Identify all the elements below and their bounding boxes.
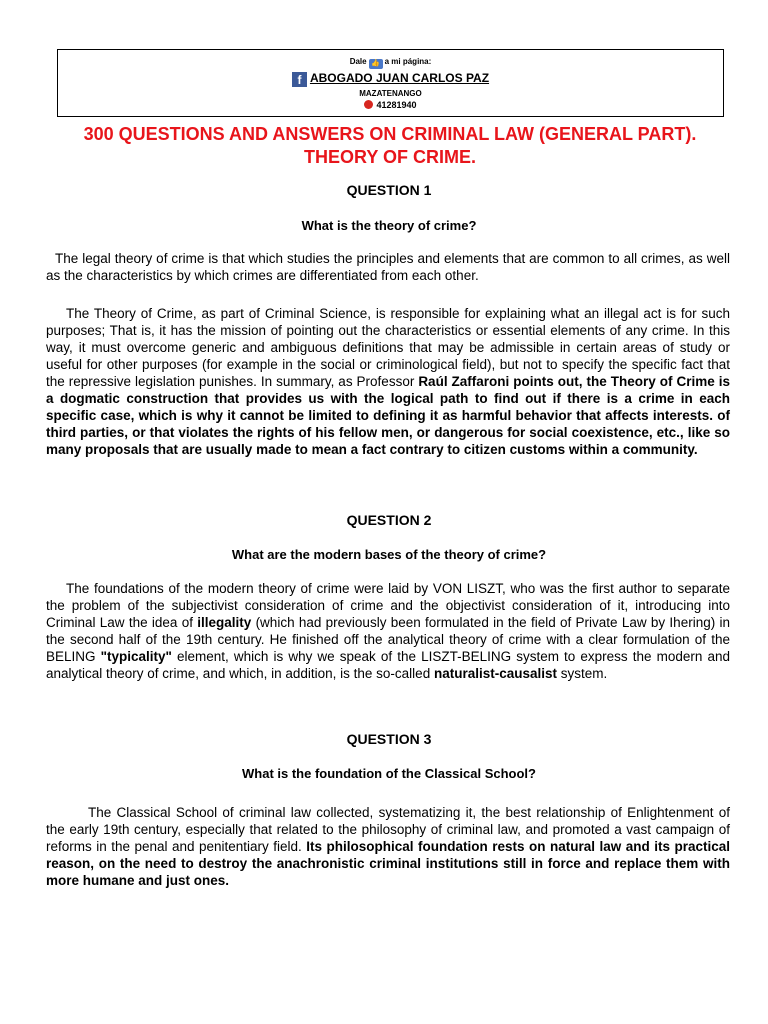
q2-text-c: (which had previously been formulated in the field of Private Law by Ihering) in the second half of the 19th century. He finished off the analytical theory of crime with a clear formulation of the BELING <box>46 615 730 664</box>
question-2-label: QUESTION 2 <box>346 512 432 528</box>
question-3-paragraph-1 <box>46 804 730 889</box>
document-title: 300 QUESTIONS AND ANSWERS ON CRIMINAL LAW (GENERAL PART). THEORY OF CRIME. <box>83 124 697 167</box>
question-3-label: QUESTION 3 <box>346 731 432 747</box>
phone-icon <box>364 100 373 109</box>
question-1-paragraph-2 <box>46 305 730 458</box>
header-banner <box>57 49 724 117</box>
q2-bold-illegality: illegality <box>197 615 252 630</box>
q3-text-a: The Classical School of criminal law collected, systematizing it, the best relationship of Enlightenment of the early 19th century, especially that related to the philosophy of criminal law, and promoted a vast campaign of reforms in the penal and penitentiary field. <box>46 805 730 854</box>
author-name[interactable]: ABOGADO JUAN CARLOS PAZ <box>309 71 490 85</box>
like-suffix: a mi página: <box>384 57 432 66</box>
question-2-text: What are the modern bases of the theory of crime? <box>231 547 547 562</box>
city: MAZATENANGO <box>359 89 422 98</box>
q3-bold: Its philosophical foundation rests on natural law and its practical reason, on the need to destroy the anachronistic criminal institutions still in force and replace them with more humane and just ones. <box>46 839 730 888</box>
q2-text-a: The foundations of the modern theory of crime were laid by VON LISZT, who was the first author to separate the problem of the subjectivist consideration of crime and the objectivist consideration of it, introducing into Criminal Law the idea of <box>46 581 730 630</box>
phone-line <box>58 99 723 111</box>
thumbs-up-icon: 👍 <box>369 59 383 69</box>
facebook-icon: f <box>292 72 307 87</box>
q2-text-g: system. <box>557 666 608 681</box>
phone-number: 41281940 <box>376 100 417 110</box>
q2-text-e: element, which is why we speak of the LISZT-BELING system to express the modern and analytical theory of crime, and which, in addition, is the so-called <box>46 649 730 681</box>
like-line <box>58 56 723 69</box>
q2-bold-naturalist: naturalist-causalist <box>433 666 557 681</box>
q2-bold-typicality: "typicality" <box>100 649 172 664</box>
q1-p2-bold: Raúl Zaffaroni points out, the Theory of Crime is a dogmatic construction that provides us with the logical path to find out if there is a crime in each specific case, which is why it cannot be limited to defining it as harmful behavior that affects interests. of third parties, or that violates the rights of his fellow men, or dangerous for social coexistence, etc., like so many proposals that are usually made to mean a fact contrary to citizen customs within a community. <box>46 374 730 457</box>
question-1-label: QUESTION 1 <box>346 182 432 198</box>
question-3-text: What is the foundation of the Classical School? <box>242 766 536 781</box>
question-1-paragraph-1: The legal theory of crime is that which studies the principles and elements that are common to all crimes, as well as the characteristics by which crimes are differentiated from each other. <box>46 251 730 283</box>
author-line <box>58 70 723 87</box>
q1-p2-text: The Theory of Crime, as part of Criminal Science, is responsible for explaining what an illegal act is for such purposes; That is, it has the mission of pointing out the characteristics or essential elements of any crime. In this way, it must overcome generic and ambiguous definitions that may be admissible in certain areas of study or useful for other purposes (for example in the social or criminological field), but not to specify the specific fact that the repressive legislation punishes. In summary, as Professor <box>46 306 730 389</box>
question-1-text: What is the theory of crime? <box>301 218 477 233</box>
like-prefix: Dale <box>349 57 367 66</box>
question-2-paragraph-1 <box>46 580 730 682</box>
